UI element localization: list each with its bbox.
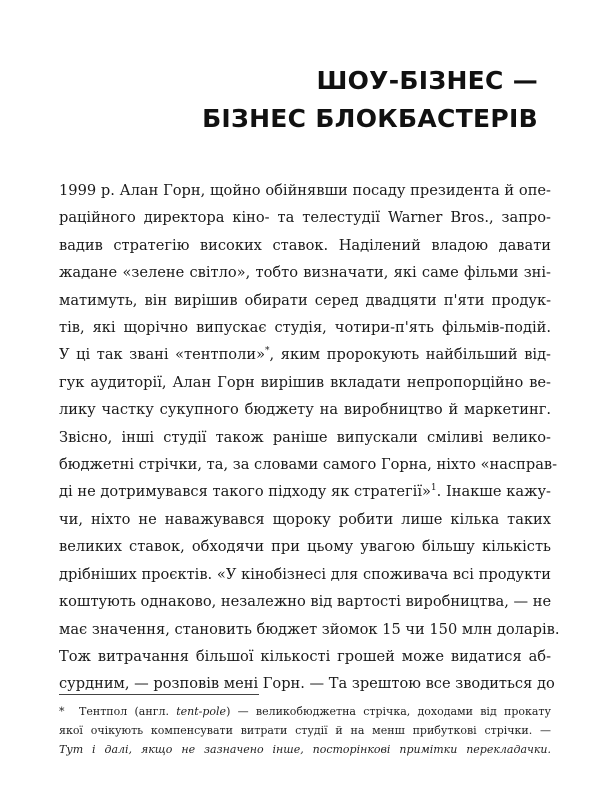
body-line-with-footnote xyxy=(59,478,551,505)
body-line: жадане «зелене світло», тобто визначати, які саме фільми зні- xyxy=(59,264,551,282)
body-line xyxy=(59,341,551,368)
chapter-title xyxy=(202,62,538,138)
footnote-text: Тентпол (англ. xyxy=(79,705,177,718)
footnote-divider xyxy=(59,694,259,695)
body-line: сурдним, — розповів мені Горн. — Та зрештою все зводиться до xyxy=(59,675,555,693)
body-line: гук аудиторії, Алан Горн вирішив вкладати непропорційно ве- xyxy=(59,373,551,391)
body-line: великих ставок, обходячи при цьому увагою більшу кількість xyxy=(59,538,551,556)
footnote-reference: 1 xyxy=(430,483,437,494)
body-line: 1999 р. Алан Горн, щойно обійнявши посаду президента й опе- xyxy=(59,182,551,199)
body-line: Звісно, інші студії також раніше випускали сміливі велико- xyxy=(59,428,551,446)
body-line: коштують однаково, незалежно від вартості виробництва, — не xyxy=(59,593,552,611)
body-line-text: , яким пророкують найбільший від- xyxy=(269,346,551,364)
body-line: тів, які щорічно випускає студія, чотири-п'ять фільмів-подій. xyxy=(59,319,551,337)
body-line: раційного директора кіно- та телестудії Warner Bros., запро- xyxy=(59,209,551,227)
body-line: чи, ніхто не наважувався щороку робити лише кілька таких xyxy=(59,510,551,528)
chapter-title-line-1: ШОУ-БІЗНЕС — xyxy=(316,66,538,95)
body-paragraph xyxy=(59,177,560,698)
footnote-term: tent-pole xyxy=(176,705,227,718)
footnote-marker: * xyxy=(59,705,65,718)
body-line: має значення, становить бюджет зйомок 15 чи 150 млн доларів. xyxy=(59,620,560,638)
body-line: бюджетні стрічки, та, за словами самого Горна, ніхто «насправ- xyxy=(59,456,558,474)
body-line: дрібніших проєктів. «У кінобізнесі для споживача всі продукти xyxy=(59,565,551,583)
body-line-text: . Інакше кажу- xyxy=(436,483,551,501)
footnote xyxy=(59,702,551,759)
footnote-asterisk: * xyxy=(265,346,270,357)
body-line: Тож витрачання більшої кількості грошей може видатися аб- xyxy=(59,647,551,665)
footnote-line-2: якої очікують компенсувати витрати студії й на менш прибуткові стрічки. — xyxy=(59,724,551,737)
footnote-line-1 xyxy=(59,702,551,721)
body-line-text: У ці так звані «тентполи» xyxy=(59,346,266,364)
body-line-text: ді не дотримувався такого підходу як стратегії» xyxy=(59,483,431,501)
body-line: матимуть, він вирішив обирати серед двадцяти п'яти продук- xyxy=(59,291,551,309)
footnote-note: Тут і далі, якщо не зазначено інше, посторінкові примітки перекладачки. xyxy=(59,743,551,756)
footnote-line-3 xyxy=(59,740,551,759)
chapter-title-line-2: БІЗНЕС БЛОКБАСТЕРІВ xyxy=(202,104,538,133)
body-line: вадив стратегію високих ставок. Наділений владою давати xyxy=(59,236,551,254)
body-line: лику частку сукупного бюджету на виробництво й маркетинг. xyxy=(59,401,551,419)
footnote-text: ) — великобюджетна стрічка, доходами від прокату xyxy=(226,705,551,718)
